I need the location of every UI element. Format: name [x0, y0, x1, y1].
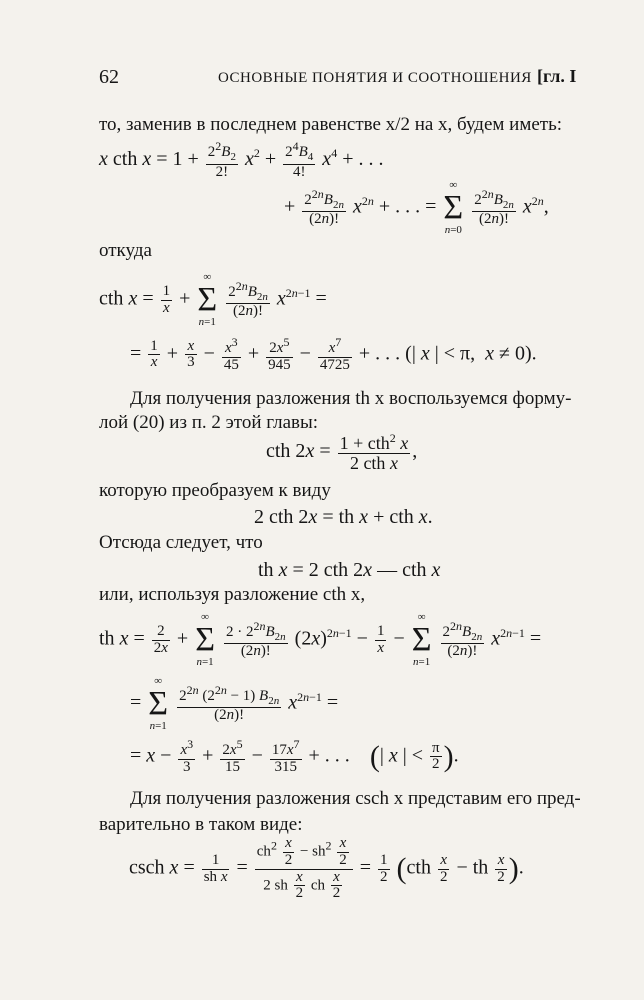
equation-th-identity: th x = 2 cth 2x — cth x	[258, 559, 441, 581]
page-header	[0, 66, 644, 94]
equation-th-1: th x = $\frac{2}{2x}$ + ∞ Σ n=1 $\frac{2 \cdot 2^{2n}B_{2n}}{(2n)!}$ $(2x)^{2n-1}$ − $\frac{1}{x}$ − ∞ Σ n=1 $\frac{2^{2n}B_{2n}}{(2n)!}$ $x^{2n-1}$ =	[99, 611, 542, 668]
text-line-7: или, используя разложение cth x,	[99, 584, 366, 605]
text-line-9: варительно в таком виде:	[99, 814, 303, 835]
text-line-8: Для получения разложения csch x представим его пред-	[130, 788, 581, 809]
equation-xcth-1: x cth x = 1 + $\frac{2^2B_2}{2!}$ $x^2$ + $\frac{2^4B_4}{4!}$ $x^4$ + . . .	[99, 139, 384, 180]
text-line-5: которую преобразуем к виду	[99, 480, 331, 501]
equation-cth2x: cth 2x = $\frac{1 + cth^2 x}{\text{2 cth x}}$ ,	[266, 431, 418, 473]
text-line-2: откуда	[99, 240, 152, 261]
text-line-3: Для получения разложения th x воспользуемся форму-	[130, 388, 572, 409]
equation-th-3: = x − $\frac{x^3}{3}$ + $\frac{2x^5}{15}$ − $\frac{17x^7}{315}$ + . . . (| x | < $\frac{\pi}{2}$ ).	[130, 737, 459, 775]
equation-xcth-2: + $\frac{2^{2n}B_{2n}}{(2n)!}$ $x^{2n}$ + . . . = ∞ Σ n=0 $\frac{2^{2n}B_{2n}}{(2n)!}$ $x^{2n}$,	[284, 179, 549, 236]
equation-csch: csch x = $\frac{1}{\text{sh x}}$ = $ch^2$ $\frac{x}{2}$ − $sh^2$ $\frac{x}{2}$ 2 sh $\frac{x}{2}$ ch $\frac{x}{2}$ = $\frac{1}{2}$ (cth $\frac{x}{2}$ − th $\frac{x}{2}$ ).	[129, 835, 524, 902]
running-title: ОСНОВНЫЕ ПОНЯТИЯ И СООТНОШЕНИЯ	[218, 70, 532, 86]
chapter-marker: [гл. I	[537, 66, 577, 86]
text-line-6: Отсюда следует, что	[99, 532, 263, 553]
text-line-4: лой (20) из п. 2 этой главы:	[99, 412, 319, 433]
text-line-1: то, заменив в последнем равенстве x/2 на x, будем иметь:	[99, 114, 563, 135]
equation-cth-1: cth x = $\frac{1}{x}$ + ∞ Σ n=1 $\frac{2^{2n}B_{2n}}{(2n)!}$ $x^{2n-1}$ =	[99, 271, 327, 328]
equation-th-2: = ∞ Σ n=1 $\frac{2^{2n} (2^{2n} - 1) B_{2n}}{(2n)!}$ $x^{2n-1}$ =	[130, 675, 339, 732]
equation-identity: 2 cth 2x = th x + cth x.	[254, 506, 433, 528]
page-number: 62	[99, 66, 119, 88]
equation-cth-2: = $\frac{1}{x}$ + $\frac{x}{3}$ − $\frac{x^3}{45}$ + $\frac{2x^5}{945}$ − $\frac{x^7}{4725}$ + . . . (| x | < π, x ≠ 0).	[130, 335, 537, 373]
